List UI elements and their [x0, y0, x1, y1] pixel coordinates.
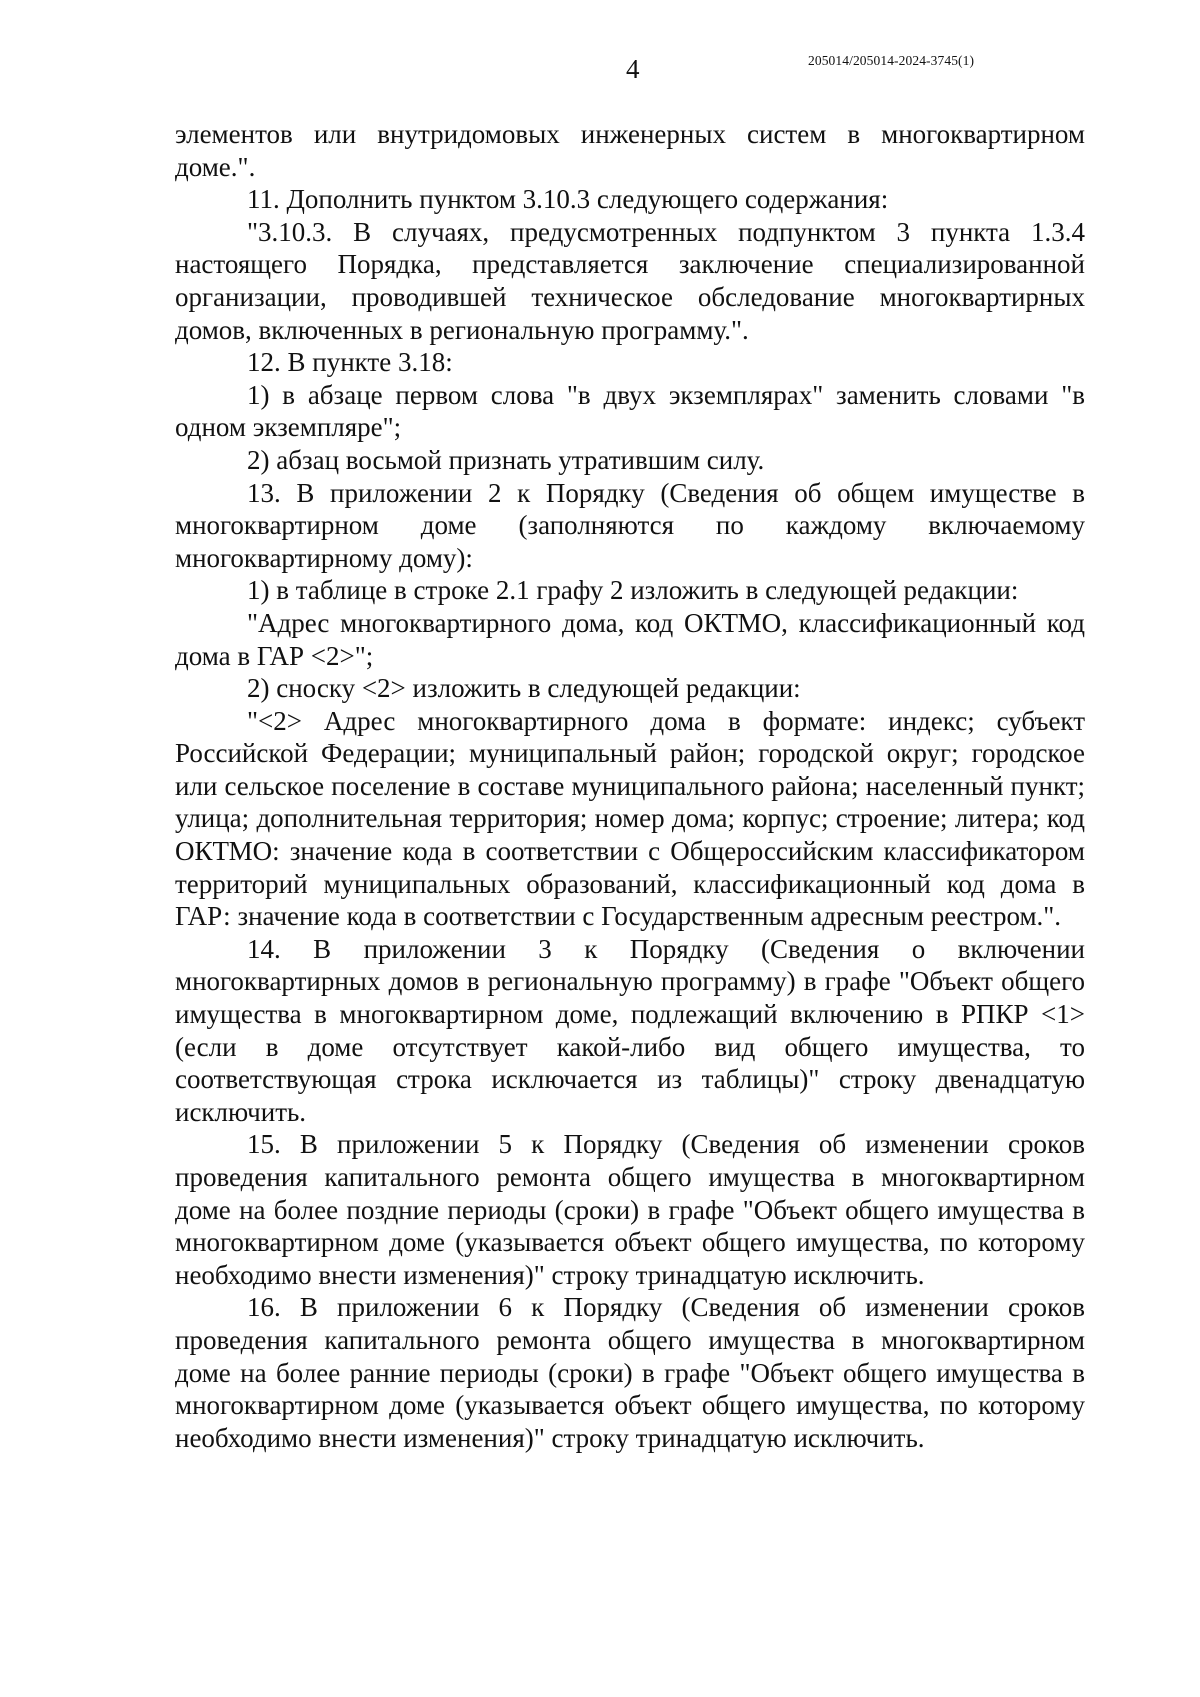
page-number: 4 [626, 54, 640, 84]
paragraph-item-14: 14. В приложении 3 к Порядку (Сведения о включении многоквартирных домов в региональную программу) в графе "Объект общего имущества в многоквартирном доме, подлежащий включению в РПКР <1> (если в доме отсутствует какой-либо вид общего имущества, то соответствующая строка исключается из таблицы)" строку двенадцатую исключить. [175, 933, 1085, 1127]
paragraph-item-12: 12. В пункте 3.18: [247, 347, 453, 378]
paragraph-continuation: элементов или внутридомовых инженерных систем в многоквартирном доме.". [175, 119, 1085, 182]
paragraph-item-16: 16. В приложении 6 к Порядку (Сведения об изменении сроков проведения капитального ремонта общего имущества в многоквартирном доме на более ранние периоды (сроки) в графе "Объект общего имущества в многоквартирном доме (указывается объект общего имущества, по которому необходимо внести изменения)" строку тринадцатую исключить. [175, 1292, 1085, 1453]
paragraph-item-12-sub-1: 1) в абзаце первом слова "в двух экземплярах" заменить словами "в одном экземпляре"; [175, 379, 1085, 443]
paragraph-quote-address: "Адрес многоквартирного дома, код ОКТМО, классификационный код дома в ГАР <2>"; [175, 607, 1085, 671]
paragraph-quote-3-10-3: "3.10.3. В случаях, предусмотренных подпунктом 3 пункта 1.3.4 настоящего Порядка, представляется заключение специализированной организации, проводившей техническое обследование многоквартирных домов, включенных в региональную программу.". [175, 216, 1085, 345]
paragraph-item-13: 13. В приложении 2 к Порядку (Сведения об общем имуществе в многоквартирном доме (заполняются по каждому включаемому многоквартирному дому): [175, 477, 1085, 573]
paragraph-item-13-sub-1: 1) в таблице в строке 2.1 графу 2 изложить в следующей редакции: [247, 575, 1019, 606]
paragraph-item-11: 11. Дополнить пунктом 3.10.3 следующего содержания: [247, 184, 889, 215]
paragraph-item-13-sub-2: 2) сноску <2> изложить в следующей редакции: [247, 673, 801, 704]
document-body [175, 118, 1085, 1454]
paragraph-quote-footnote: "<2> Адрес многоквартирного дома в формате: индекс; субъект Российской Федерации; муниципальный район; городской округ; городское или сельское поселение в составе муниципального района; населенный пункт; улица; дополнительная территория; номер дома; корпус; строение; литера; код ОКТМО: значение кода в соответствии с Общероссийским классификатором территорий муниципальных образований, классификационный код дома в ГАР: значение кода в соответствии с Государственным адресным реестром.". [175, 705, 1085, 932]
paragraph-item-12-sub-2: 2) абзац восьмой признать утратившим силу. [247, 444, 765, 475]
document-code: 205014/205014-2024-3745(1) [808, 53, 975, 68]
paragraph-item-15: 15. В приложении 5 к Порядку (Сведения об изменении сроков проведения капитального ремонта общего имущества в многоквартирном доме на более поздние периоды (сроки) в графе "Объект общего имущества в многоквартирном доме (указывается объект общего имущества, по которому необходимо внести изменения)" строку тринадцатую исключить. [175, 1129, 1085, 1290]
